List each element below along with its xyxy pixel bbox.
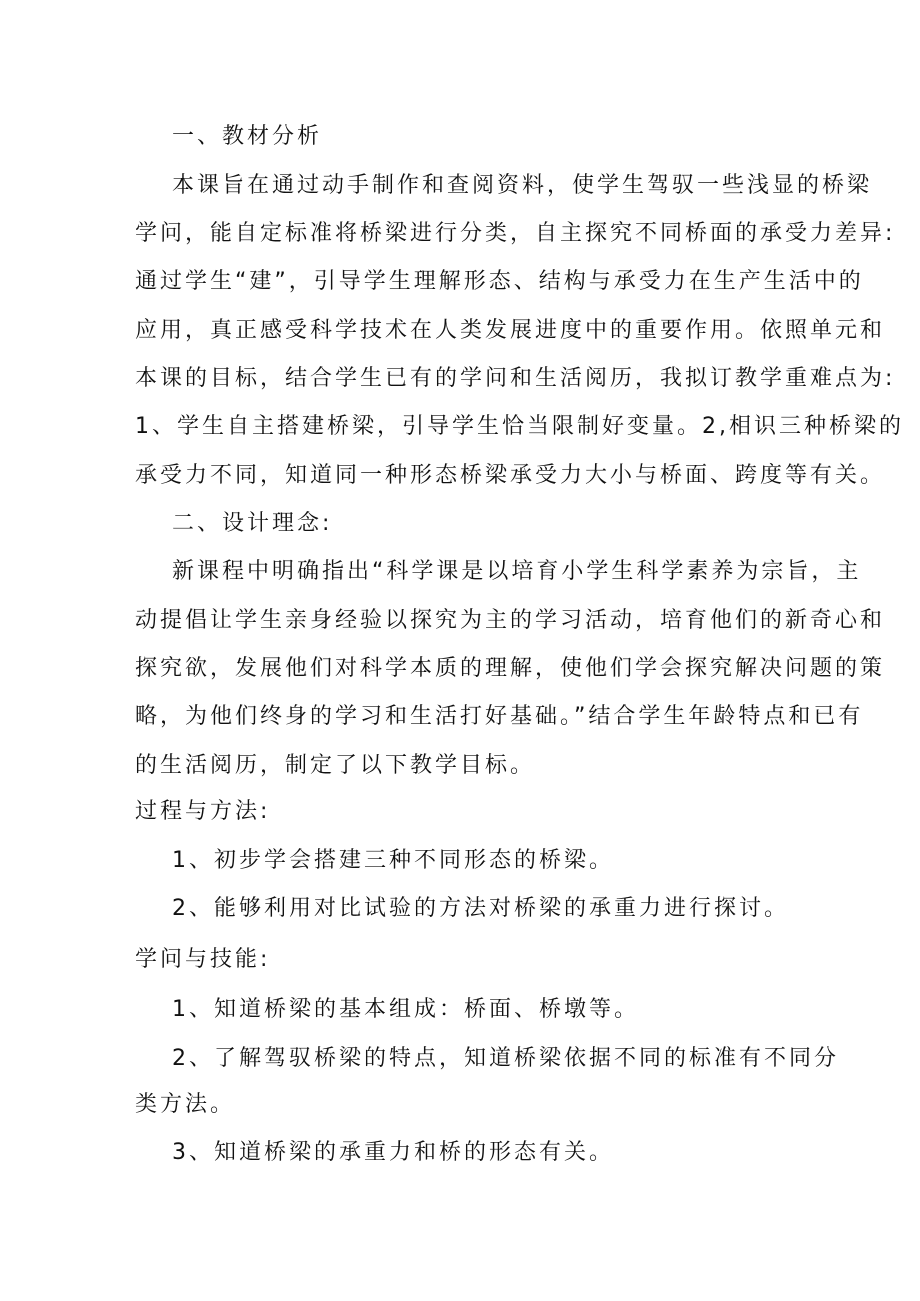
paragraph-line: 的生活阅历，制定了以下教学目标。 xyxy=(135,753,536,778)
list-item: 3、知道桥梁的承重力和桥的形态有关。 xyxy=(172,1140,614,1165)
paragraph-line: 承受力不同，知道同一种形态桥梁承受力大小与桥面、跨度等有关。 xyxy=(135,463,886,488)
section-heading-design: 二、设计理念: xyxy=(172,511,333,536)
paragraph-line: 动提倡让学生亲身经验以探究为主的学习活动，培育他们的新奇心和 xyxy=(135,608,886,633)
paragraph-line: 本课的目标，结合学生已有的学问和生活阅历，我拟订教学重难点为: xyxy=(135,366,896,391)
paragraph-line: 略，为他们终身的学习和生活打好基础。”结合学生年龄特点和已有 xyxy=(135,704,864,729)
list-item: 1、知道桥梁的基本组成：桥面、桥墩等。 xyxy=(172,997,639,1022)
paragraph-line: 1、学生自主搭建桥梁，引导学生恰当限制好变量。2,相识三种桥梁的 xyxy=(135,414,904,439)
subheading-process-method: 过程与方法: xyxy=(135,799,271,824)
paragraph-line: 学问，能自定标准将桥梁进行分类，自主探究不同桥面的承受力差异: xyxy=(135,221,896,246)
paragraph-line: 探究欲，发展他们对科学本质的理解，使他们学会探究解决问题的策 xyxy=(135,656,886,681)
paragraph-line: 新课程中明确指出“科学课是以培育小学生科学素养为宗旨，主 xyxy=(172,559,862,584)
list-item: 2、能够利用对比试验的方法对桥梁的承重力进行探讨。 xyxy=(172,896,789,921)
paragraph-line: 应用，真正感受科学技术在人类发展进度中的重要作用。依照单元和 xyxy=(135,318,886,343)
section-heading-analysis: 一、教材分析 xyxy=(172,124,323,149)
subheading-knowledge-skills: 学问与技能: xyxy=(135,947,271,972)
list-item-continuation: 类方法。 xyxy=(135,1092,236,1117)
list-item: 2、了解驾驭桥梁的特点，知道桥梁依据不同的标准有不同分 xyxy=(172,1046,839,1071)
paragraph-line: 本课旨在通过动手制作和查阅资料，使学生驾驭一些浅显的桥梁 xyxy=(172,173,873,198)
paragraph-line: 通过学生“建”，引导学生理解形态、结构与承受力在生产生活中的 xyxy=(135,269,864,294)
list-item: 1、初步学会搭建三种不同形态的桥梁。 xyxy=(172,848,614,873)
